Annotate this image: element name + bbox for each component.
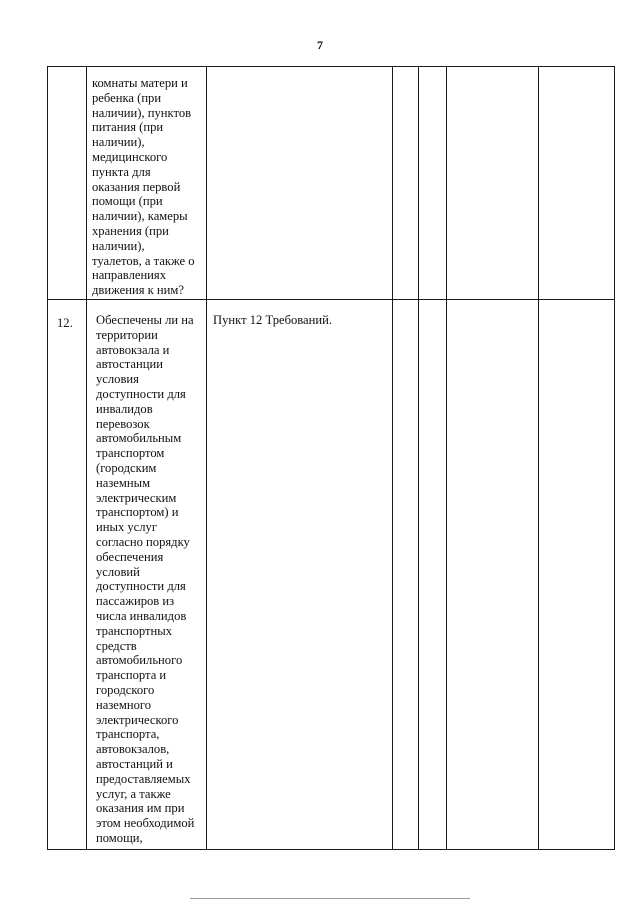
- table-top-border: [47, 66, 615, 67]
- table-bottom-border: [47, 849, 615, 850]
- reference-text: Пункт 12 Требований.: [213, 313, 333, 327]
- column-border-2: [206, 66, 207, 850]
- page-number: 7: [317, 38, 323, 52]
- row-divider: [47, 299, 615, 300]
- footer-rule: [190, 898, 470, 899]
- row-number: 12.: [57, 316, 73, 330]
- column-border-4: [418, 66, 419, 850]
- column-border-right: [614, 66, 615, 850]
- column-border-3: [392, 66, 393, 850]
- column-border-5: [446, 66, 447, 850]
- column-border-6: [538, 66, 539, 850]
- column-border-1: [86, 66, 87, 850]
- column-border-left: [47, 66, 48, 850]
- question-text: Обеспечены ли на территории автовокзала и автостанции условия доступности для инвалидов перевозок автомобильным транспортом (городским наземным электрическим транспортом) и иных услуг согласно порядку обеспечения условий доступности для пассажиров из числа инвалидов транспортных средств автомобильного транспорта и городского наземного электрического транспорта, автовокзалов, автостанций и предоставляемых услуг, а также оказания им при этом необходимой помощи,: [96, 313, 195, 845]
- question-text: комнаты матери и ребенка (при наличии), пунктов питания (при наличии), медицинского пункта для оказания первой помощи (при наличии), камеры хранения (при наличии), туалетов, а также о направлениях движения к ним?: [92, 76, 195, 298]
